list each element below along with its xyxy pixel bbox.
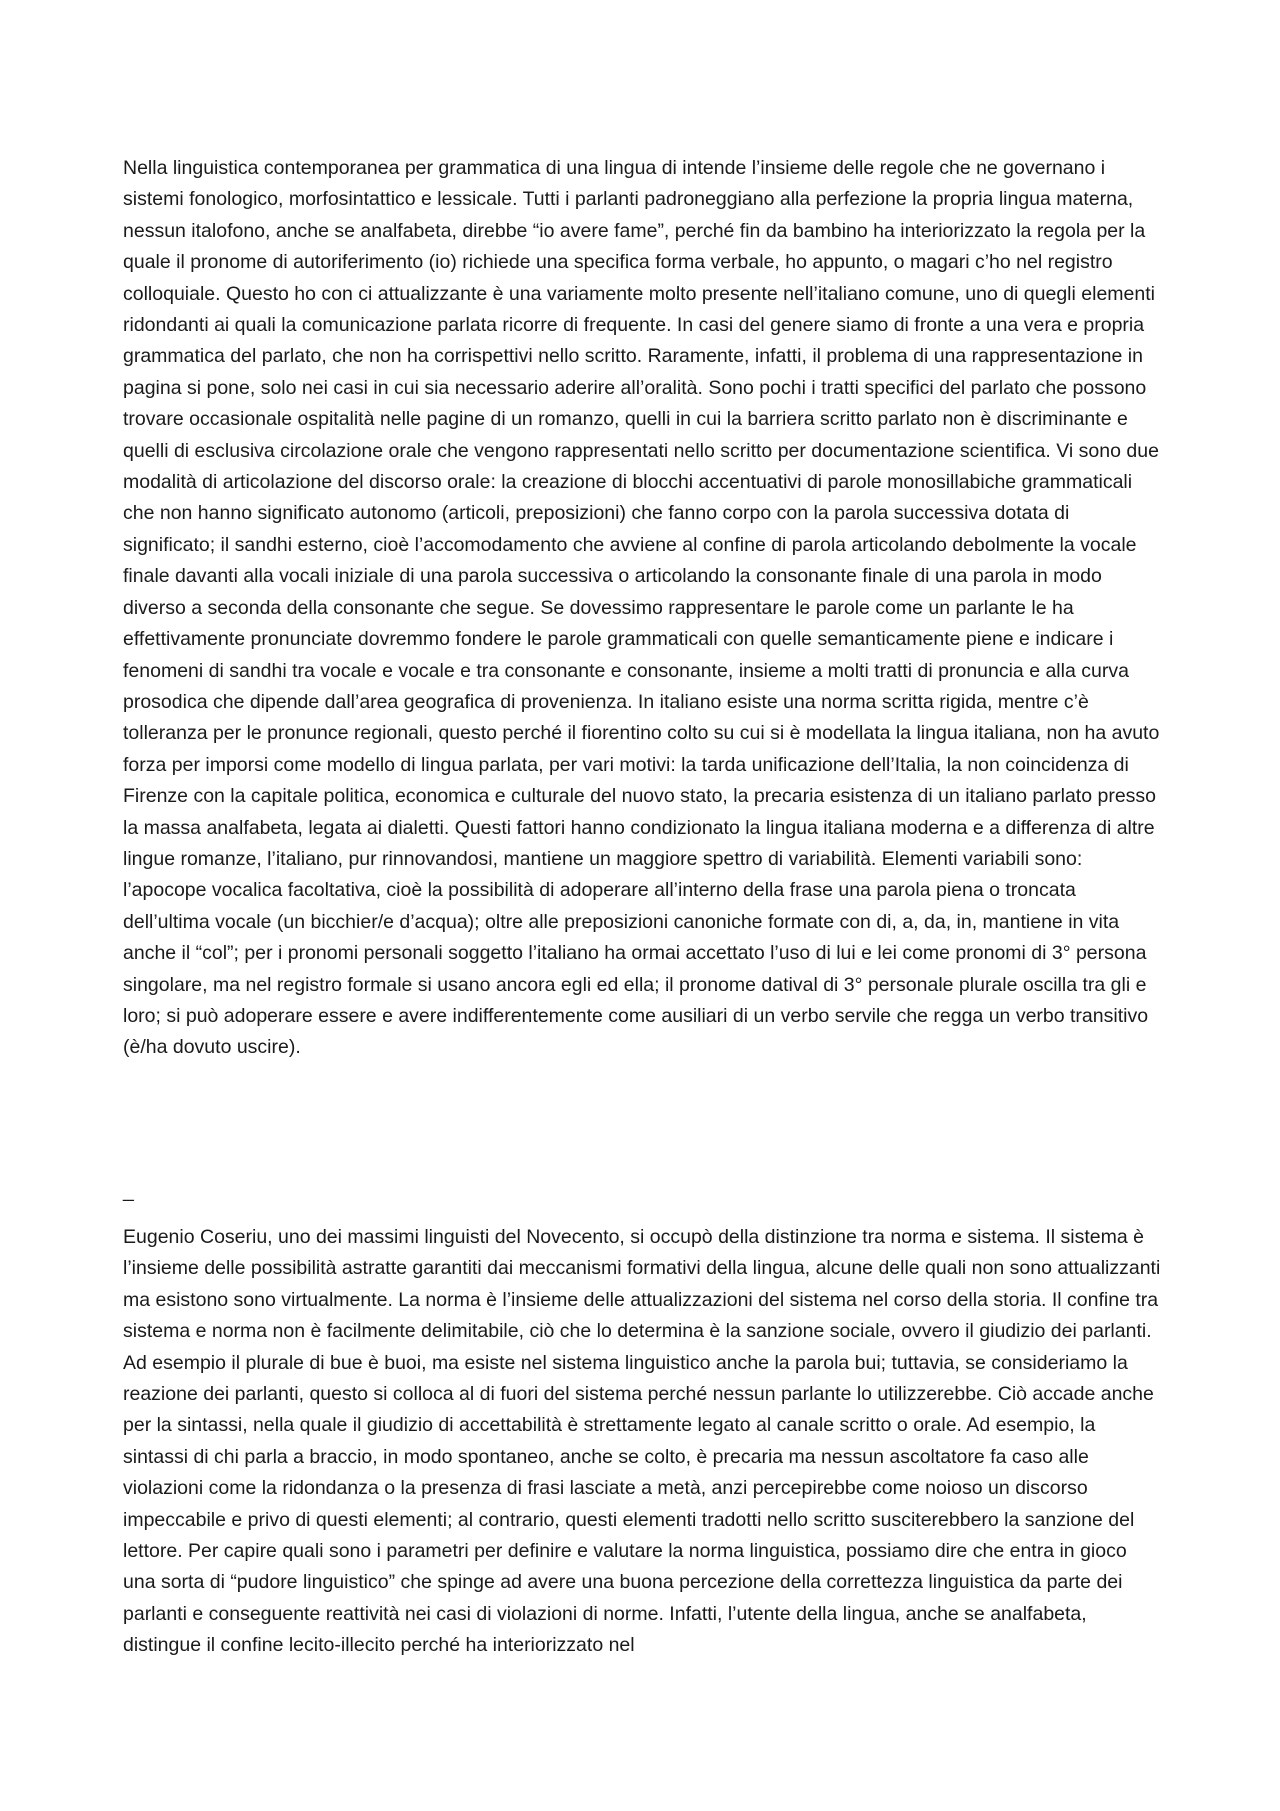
section-separator: _ bbox=[123, 1180, 134, 1202]
paragraph-grammatica: Nella linguistica contemporanea per grammatica di una lingua di intende l’insieme delle regole che ne governano i sistemi fonologico, morfosintattico e lessicale. Tutti i parlanti padroneggiano alla perfezione la propria lingua materna, nessun italofono, anche se analfabeta, direbbe “io avere fame”, perché fin da bambino ha interiorizzato la regola per la quale il pronome di autoriferimento (io) richiede una specifica forma verbale, ho appunto, o magari c’ho nel registro colloquiale. Questo ho con ci attualizzante è una variamente molto presente nell’italiano comune, uno di quegli elementi ridondanti ai quali la comunicazione parlata ricorre di frequente. In casi del genere siamo di fronte a una vera e propria grammatica del parlato, che non ha corrispettivi nello scritto. Raramente, infatti, il problema di una rappresentazione in pagina si pone, solo nei casi in cui sia necessario aderire all’oralità. Sono pochi i tratti specifici del parlato che possono trovare occasionale ospitalità nelle pagine di un romanzo, quelli in cui la barriera scritto parlato non è discriminante e quelli di esclusiva circolazione orale che vengono rappresentati nello scritto per documentazione scientifica. Vi sono due modalità di articolazione del discorso orale: la creazione di blocchi accentuativi di parole monosillabiche grammaticali che non hanno significato autonomo (articoli, preposizioni) che fanno corpo con la parola successiva dotata di significato; il sandhi esterno, cioè l’accomodamento che avviene al confine di parola articolando debolmente la vocale finale davanti alla vocali iniziale di una parola successiva o articolando la consonante finale di una parola in modo diverso a seconda della consonante che segue. Se dovessimo rappresentare le parole come un parlante le ha effettivamente pronunciate dovremmo fondere le parole grammaticali con quelle semanticamente piene e indicare i fenomeni di sandhi tra vocale e vocale e tra consonante e consonante, insieme a molti tratti di pronuncia e alla curva prosodica che dipende dall’area geografica di provenienza. In italiano esiste una norma scritta rigida, mentre c’è tolleranza per le pronunce regionali, questo perché il fiorentino colto su cui si è modellata la lingua italiana, non ha avuto forza per imporsi come modello di lingua parlata, per vari motivi: la tarda unificazione dell’Italia, la non coincidenza di Firenze con la capitale politica, economica e culturale del nuovo stato, la precaria esistenza di un italiano parlato presso la massa analfabeta, legata ai dialetti. Questi fattori hanno condizionato la lingua italiana moderna e a differenza di altre lingue romanze, l’italiano, pur rinnovandosi, mantiene un maggiore spettro di variabilità. Elementi variabili sono: l’apocope vocalica facoltativa, cioè la possibilità di adoperare all’interno della frase una parola piena o troncata dell’ultima vocale (un bicchier/e d’acqua); oltre alle preposizioni canoniche formate con di, a, da, in, mantiene in vita anche il “col”; per i pronomi personali soggetto l’italiano ha ormai accettato l’uso di lui e lei come pronomi di 3° persona singolare, ma nel registro formale si usano ancora egli ed ella; il pronome datival di 3° personale plurale oscilla tra gli e loro; si può adoperare essere e avere indifferentemente come ausiliari di un verbo servile che regga un verbo transitivo (è/ha dovuto uscire). bbox=[123, 157, 1160, 1059]
paragraph-coseriu: Eugenio Coseriu, uno dei massimi linguisti del Novecento, si occupò della distinzione tra norma e sistema. Il sistema è l’insieme delle possibilità astratte garantiti dai meccanismi formativi della lingua, alcune delle quali non sono attualizzanti ma esistono sono virtualmente. La norma è l’insieme delle attualizzazioni del sistema nel corso della storia. Il confine tra sistema e norma non è facilmente delimitabile, ciò che lo determina è la sanzione sociale, ovvero il giudizio dei parlanti. Ad esempio il plurale di bue è buoi, ma esiste nel sistema linguistico anche la parola bui; tuttavia, se consideriamo la reazione dei parlanti, questo si colloca al di fuori del sistema perché nessun parlante lo utilizzerebbe. Ciò accade anche per la sintassi, nella quale il giudizio di accettabilità è strettamente legato al canale scritto o orale. Ad esempio, la sintassi di chi parla a braccio, in modo spontaneo, anche se colto, è precaria ma nessun ascoltatore fa caso alle violazioni come la ridondanza o la presenza di frasi lasciate a metà, anzi percepirebbe come noioso un discorso impeccabile e privo di questi elementi; al contrario, questi elementi tradotti nello scritto susciterebbero la sanzione del lettore. Per capire quali sono i parametri per definire e valutare la norma linguistica, possiamo dire che entra in gioco una sorta di “pudore linguistico” che spinge ad avere una buona percezione della correttezza linguistica da parte dei parlanti e conseguente reattività nei casi di violazioni di norme. Infatti, l’utente della lingua, anche se analfabeta, distingue il confine lecito-illecito perché ha interiorizzato nel bbox=[123, 1226, 1161, 1657]
